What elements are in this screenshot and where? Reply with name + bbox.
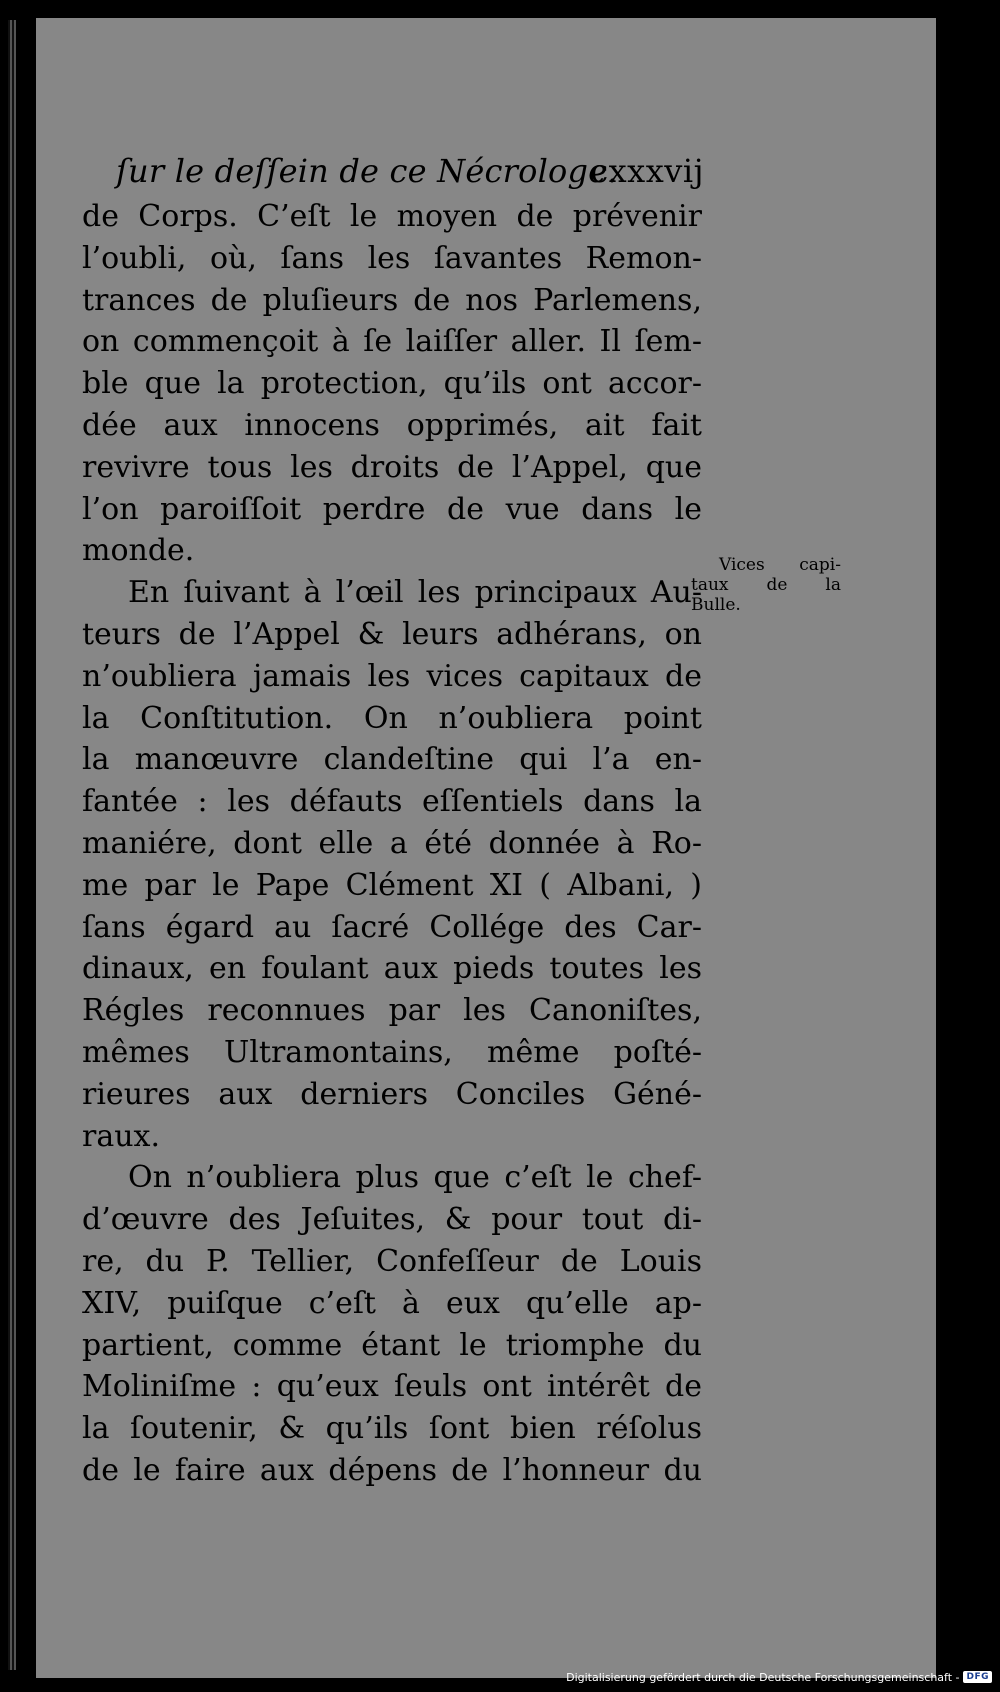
text-line: la Conſtitution. On n’oubliera point [82,700,702,736]
text-line: me par le Pape Clément XI ( Albani, ) [82,867,702,903]
text-line: ble que la protection, qu’ils ont accor- [82,366,702,402]
text-line: on commençoit à ſe laiſſer aller. Il ſem- [82,324,702,360]
text-line: On n’oubliera plus que c’eſt le chef- [128,1160,702,1196]
body-text [82,196,702,1492]
marginal-note [691,555,841,615]
text-line: re, du P. Tellier, Confeſſeur de Louis [82,1243,702,1279]
text-line: fantée : les défauts eſſentiels dans la [82,784,702,820]
page-number: cxxxvij [590,152,704,190]
marginal-note-line: taux de la [691,575,841,595]
text-line: raux. [82,1118,161,1154]
text-line: mêmes Ultramontains, même poſté- [82,1034,702,1070]
running-header [92,150,704,192]
text-line: dinaux, en foulant aux pieds toutes les [82,951,702,987]
marginal-note-line: Bulle. [691,595,741,615]
text-line: dée aux innocens opprimés, ait fait [82,407,702,443]
text-line: rieures aux derniers Conciles Géné- [82,1076,702,1112]
text-line: la ſoutenir, & qu’ils ſont bien réſolus [82,1411,702,1447]
text-line: de Corps. C’eſt le moyen de prévenir [82,199,702,234]
page-edge [8,20,16,1670]
text-line: Moliniſme : qu’eux ſeuls ont intérêt de [82,1369,702,1405]
text-line: n’oubliera jamais les vices capitaux de [82,658,702,694]
text-line: l’oubli, où, ſans les ſavantes Remon- [82,240,702,276]
text-line: Régles reconnues par les Canoniſtes, [82,993,702,1029]
text-line: la manœuvre clandeſtine qui l’a en- [82,742,702,778]
text-line: revivre tous les droits de l’Appel, que [82,449,702,485]
text-line: monde. [82,533,195,569]
running-title: ſur le deſſein de ce Nécrologe. [116,152,618,190]
digitization-footer [566,1666,992,1688]
marginal-note-line: Vices capi- [719,555,841,575]
footer-credit: Digitalisierung gefördert durch die Deutsche Forschungsgemeinschaft - [566,1670,960,1684]
text-line: de le faire aux dépens de l’honneur du [82,1452,702,1488]
text-line: l’on paroiſſoit perdre de vue dans le [82,491,702,527]
text-line: En ſuivant à l’œil les principaux Au- [128,575,702,611]
text-line: maniére, dont elle a été donnée à Ro- [82,825,702,861]
text-line: trances de pluſieurs de nos Parlemens, [82,282,702,318]
text-line: teurs de l’Appel & leurs adhérans, on [82,616,702,652]
text-line: d’œuvre des Jeſuites, & pour tout di- [82,1202,702,1238]
text-line: partient, comme étant le triomphe du [82,1327,702,1363]
dfg-logo: DFG [963,1671,992,1683]
text-line: ſans égard au ſacré Collége des Car- [82,909,702,945]
text-line: XIV, puiſque c’eſt à eux qu’elle ap- [82,1285,702,1321]
